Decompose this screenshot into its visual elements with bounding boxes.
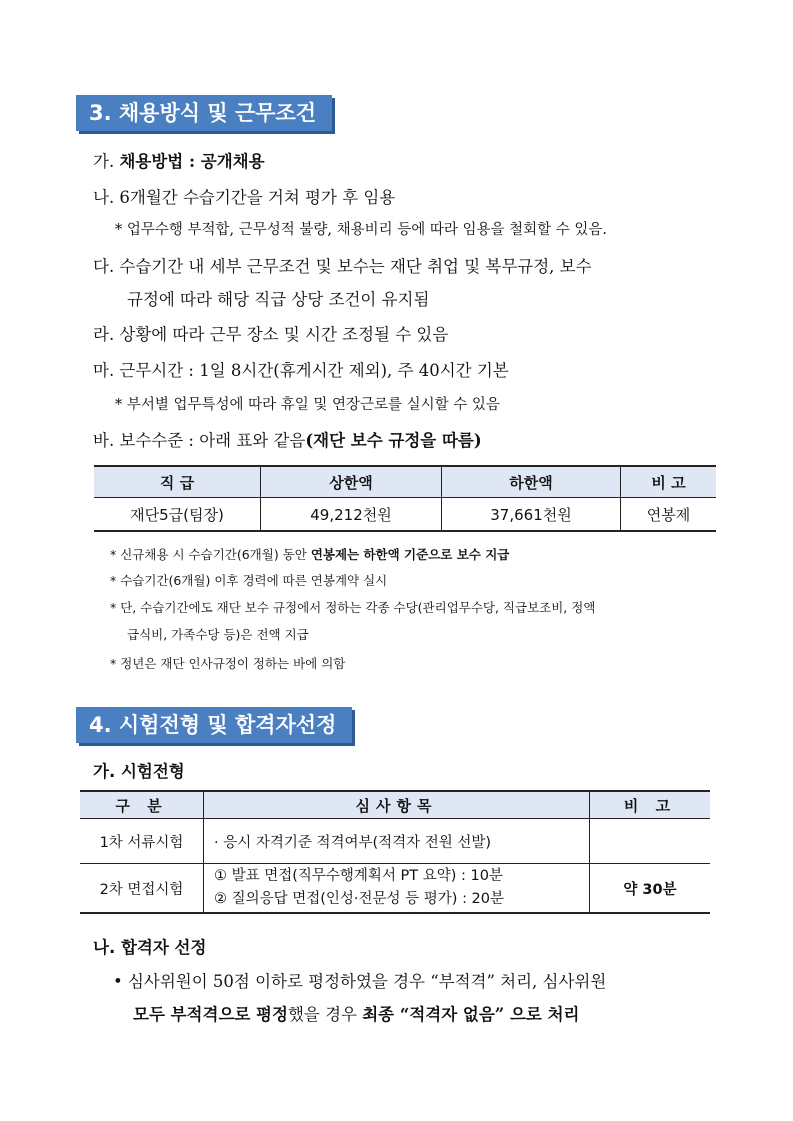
exam-header-items: 심사항목 — [204, 791, 590, 819]
selection-bullet-line2 — [133, 1001, 580, 1025]
item-na-note: * 업무수행 부적합, 근무성적 불량, 채용비리 등에 따라 임용을 철회할 수 있음. — [115, 222, 607, 238]
item-ba-bold: (재단 보수 규정을 따름) — [305, 431, 482, 450]
selection-mid: 했을 경우 — [287, 1005, 363, 1024]
selection-bold-1: 모두 부적격으로 평정 — [133, 1005, 288, 1024]
exam-row2-item2: ② 질의응답 면접(인성·전문성 등 평가) : 20분 — [214, 891, 505, 907]
item-ra: 라. 상황에 따라 근무 장소 및 시간 조정될 수 있음 — [93, 325, 449, 344]
section-4-heading — [76, 707, 352, 743]
item-da-line1: 다. 수습기간 내 세부 근무조건 및 보수는 재단 취업 및 복무규정, 보수 — [93, 257, 592, 276]
exam-row2-items — [204, 864, 590, 914]
exam-header-category: 구 분 — [80, 791, 204, 819]
item-da-line2: 규정에 따라 해당 직급 상당 조건이 유지됨 — [127, 290, 430, 309]
item-ba-prefix: 바. 보수수준 : 아래 표와 같음 — [93, 431, 306, 450]
pay-header-rank: 직 급 — [94, 466, 261, 498]
exam-header-note: 비 고 — [590, 791, 711, 819]
exam-row1-note — [590, 819, 711, 864]
exam-table-header — [80, 791, 710, 819]
selection-subheading: 나. 합격자 선정 — [93, 938, 207, 957]
exam-row2-item1: ① 발표 면접(직무수행계획서 PT 요약) : 10분 — [214, 868, 504, 884]
selection-bold-2: 최종 “적격자 없음” 으로 처리 — [362, 1005, 580, 1024]
exam-row-1 — [80, 819, 710, 864]
section-3-heading — [76, 95, 332, 131]
item-ga — [93, 148, 265, 172]
item-ma: 마. 근무시간 : 1일 8시간(휴게시간 제외), 주 40시간 기본 — [93, 361, 509, 380]
exam-row2-note: 약 30분 — [590, 864, 711, 914]
note-1 — [110, 545, 509, 563]
item-ga-text: 채용방법 : 공개채용 — [119, 152, 265, 171]
pay-cell-rank: 재단5급(팀장) — [94, 498, 261, 532]
item-ma-note: * 부서별 업무특성에 따라 휴일 및 연장근로를 실시할 수 있음 — [115, 397, 500, 413]
note-2: * 수습기간(6개월) 이후 경력에 따른 연봉계약 실시 — [110, 573, 388, 588]
exam-row1-items: · 응시 자격기준 적격여부(적격자 전원 선발) — [204, 819, 590, 864]
pay-cell-min: 37,661천원 — [442, 498, 621, 532]
note-3-line1: * 단, 수습기간에도 재단 보수 규정에서 정하는 각종 수당(관리업무수당, 직급보조비, 정액 — [110, 600, 596, 615]
exam-row-2 — [80, 864, 710, 914]
pay-header-min: 하한액 — [442, 466, 621, 498]
selection-bullet-line1: • 심사위원이 50점 이하로 평정하였을 경우 “부적격” 처리, 심사위원 — [113, 972, 607, 991]
pay-table — [94, 465, 716, 532]
pay-header-note: 비 고 — [621, 466, 717, 498]
pay-table-row — [94, 498, 716, 532]
exam-subheading: 가. 시험전형 — [93, 762, 185, 781]
section-4-title: 4. 시험전형 및 합격자선정 — [89, 713, 337, 737]
note-1-prefix: * 신규채용 시 수습기간(6개월) 동안 — [110, 547, 311, 562]
exam-row1-category: 1차 서류시험 — [80, 819, 204, 864]
note-3-line2: 급식비, 가족수당 등)은 전액 지급 — [127, 627, 309, 642]
pay-header-max: 상한액 — [261, 466, 442, 498]
section-3-title: 3. 채용방식 및 근무조건 — [89, 101, 317, 125]
exam-table — [80, 790, 710, 914]
pay-table-header — [94, 466, 716, 498]
pay-cell-max: 49,212천원 — [261, 498, 442, 532]
exam-row2-category: 2차 면접시험 — [80, 864, 204, 914]
item-ga-prefix: 가. — [93, 152, 120, 171]
pay-cell-note: 연봉제 — [621, 498, 717, 532]
item-na: 나. 6개월간 수습기간을 거쳐 평가 후 임용 — [93, 188, 396, 207]
note-4: * 정년은 재단 인사규정이 정하는 바에 의함 — [110, 656, 346, 671]
item-ba — [93, 427, 482, 451]
note-1-bold: 연봉제는 하한액 기준으로 보수 지급 — [310, 547, 510, 562]
